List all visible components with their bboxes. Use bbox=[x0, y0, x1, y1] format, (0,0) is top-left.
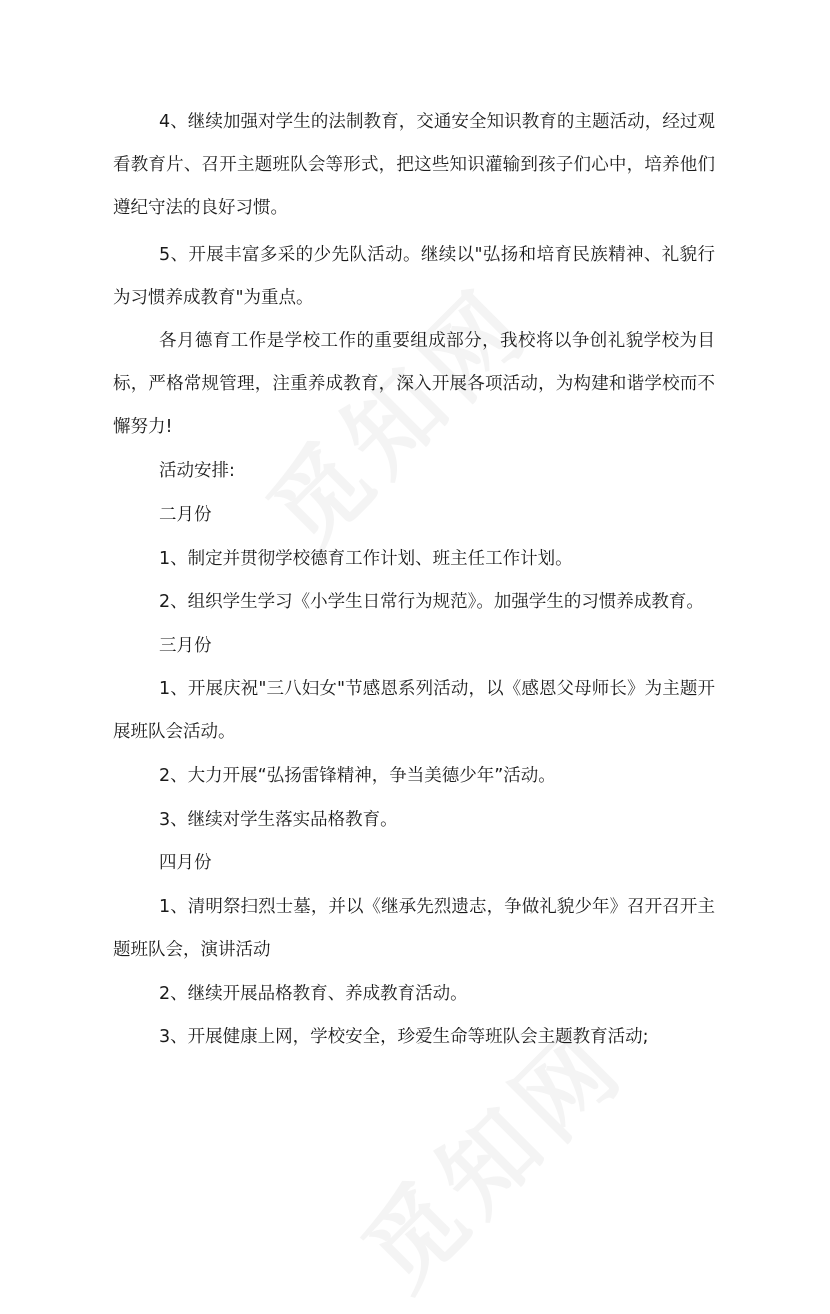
paragraph: 5、开展丰富多采的少先队活动。继续以"弘扬和培育民族精神、礼貌行为习惯养成教育"为重点。 bbox=[113, 245, 715, 308]
list-item: 2、组织学生学习《小学生日常行为规范》。加强学生的习惯养成教育。 bbox=[159, 592, 704, 612]
section-heading: 活动安排: bbox=[159, 461, 235, 481]
month-heading: 四月份 bbox=[159, 853, 212, 873]
list-item: 1、开展庆祝"三八妇女"节感恩系列活动，以《感恩父母师长》为主题开展班队会活动。 bbox=[113, 679, 715, 742]
month-heading: 二月份 bbox=[159, 505, 212, 525]
list-item: 3、继续对学生落实品格教育。 bbox=[159, 810, 398, 830]
list-item: 1、制定并贯彻学校德育工作计划、班主任工作计划。 bbox=[159, 549, 573, 569]
month-heading: 三月份 bbox=[159, 636, 212, 656]
list-item: 2、继续开展品格教育、养成教育活动。 bbox=[159, 984, 468, 1004]
paragraph: 各月德育工作是学校工作的重要组成部分，我校将以争创礼貌学校为目标，严格常规管理，注重养成教育，深入开展各项活动，为构建和谐学校而不懈努力! bbox=[113, 331, 715, 437]
list-item: 2、大力开展“弘扬雷锋精神，争当美德少年”活动。 bbox=[159, 766, 556, 786]
paragraph: 4、继续加强对学生的法制教育，交通安全知识教育的主题活动，经过观看教育片、召开主题班队会等形式，把这些知识灌输到孩子们心中，培养他们遵纪守法的良好习惯。 bbox=[113, 112, 715, 218]
list-item: 3、开展健康上网，学校安全，珍爱生命等班队会主题教育活动; bbox=[159, 1027, 649, 1047]
list-item: 1、清明祭扫烈士墓，并以《继承先烈遗志，争做礼貌少年》召开召开主题班队会，演讲活动 bbox=[113, 897, 715, 960]
